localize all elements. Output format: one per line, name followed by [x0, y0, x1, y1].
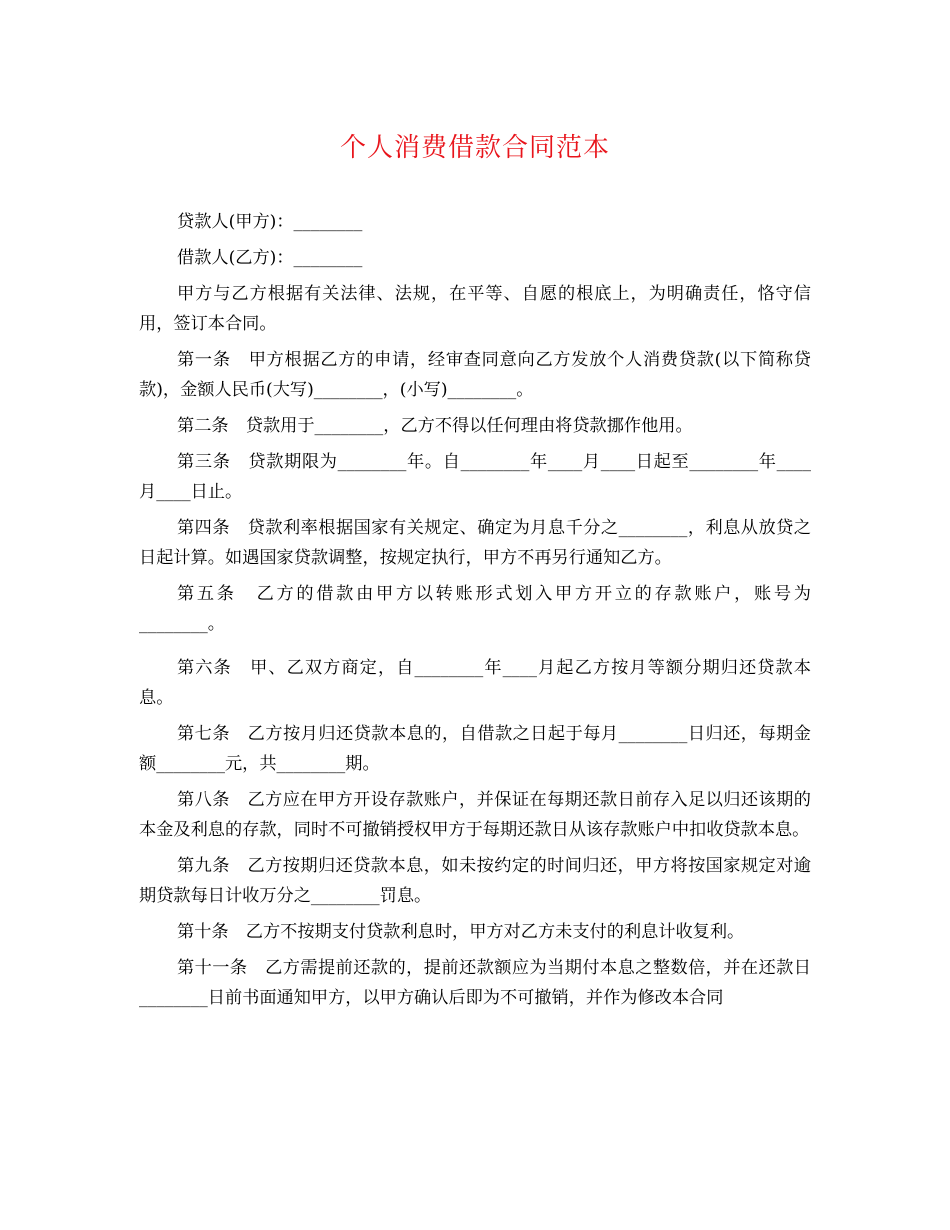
article-4: 第四条 贷款利率根据国家有关规定、确定为月息千分之________，利息从放贷之日起计算。如遇国家贷款调整，按规定执行，甲方不再另行通知乙方。 — [139, 518, 811, 568]
article-7: 第七条 乙方按月归还贷款本息的，自借款之日起于每月________日归还，每期金额________元，共________期。 — [139, 724, 811, 774]
article-2: 第二条 贷款用于________，乙方不得以任何理由将贷款挪作他用。 — [177, 416, 693, 436]
article-6: 第六条 甲、乙双方商定，自________年____月起乙方按月等额分期归还贷款本息。 — [139, 658, 811, 708]
article-9: 第九条 乙方按期归还贷款本息，如未按约定的时间归还，甲方将按国家规定对逾期贷款每日计收万分之________罚息。 — [139, 856, 811, 906]
contract-body — [139, 207, 811, 1019]
article-8: 第八条 乙方应在甲方开设存款账户，并保证在每期还款日前存入足以归还该期的本金及利息的存款，同时不可撤销授权甲方于每期还款日从该存款账户中扣收贷款本息。 — [139, 790, 811, 840]
preamble-paragraph: 甲方与乙方根据有关法律、法规，在平等、自愿的根底上，为明确责任，恪守信用，签订本合同。 — [139, 284, 811, 334]
document-title: 个人消费借款合同范本 — [339, 133, 610, 163]
borrower-line: 借款人(乙方)：________ — [177, 248, 363, 268]
article-1: 第一条 甲方根据乙方的申请，经审查同意向乙方发放个人消费贷款(以下简称贷款)，金额人民币(大写)________，(小写)________。 — [139, 350, 811, 400]
article-3: 第三条 贷款期限为________年。自________年____月____日起至________年____月____日止。 — [139, 452, 811, 502]
article-10: 第十条 乙方不按期支付贷款利息时，甲方对乙方未支付的利息计收复利。 — [177, 922, 745, 942]
article-11: 第十一条 乙方需提前还款的，提前还款额应为当期付本息之整数倍，并在还款日________日前书面通知甲方，以甲方确认后即为不可撤销，并作为修改本合同 — [139, 958, 811, 1008]
article-5: 第五条 乙方的借款由甲方以转账形式划入甲方开立的存款账户，账号为________。 — [139, 584, 811, 634]
lender-line: 贷款人(甲方)：________ — [177, 212, 363, 232]
